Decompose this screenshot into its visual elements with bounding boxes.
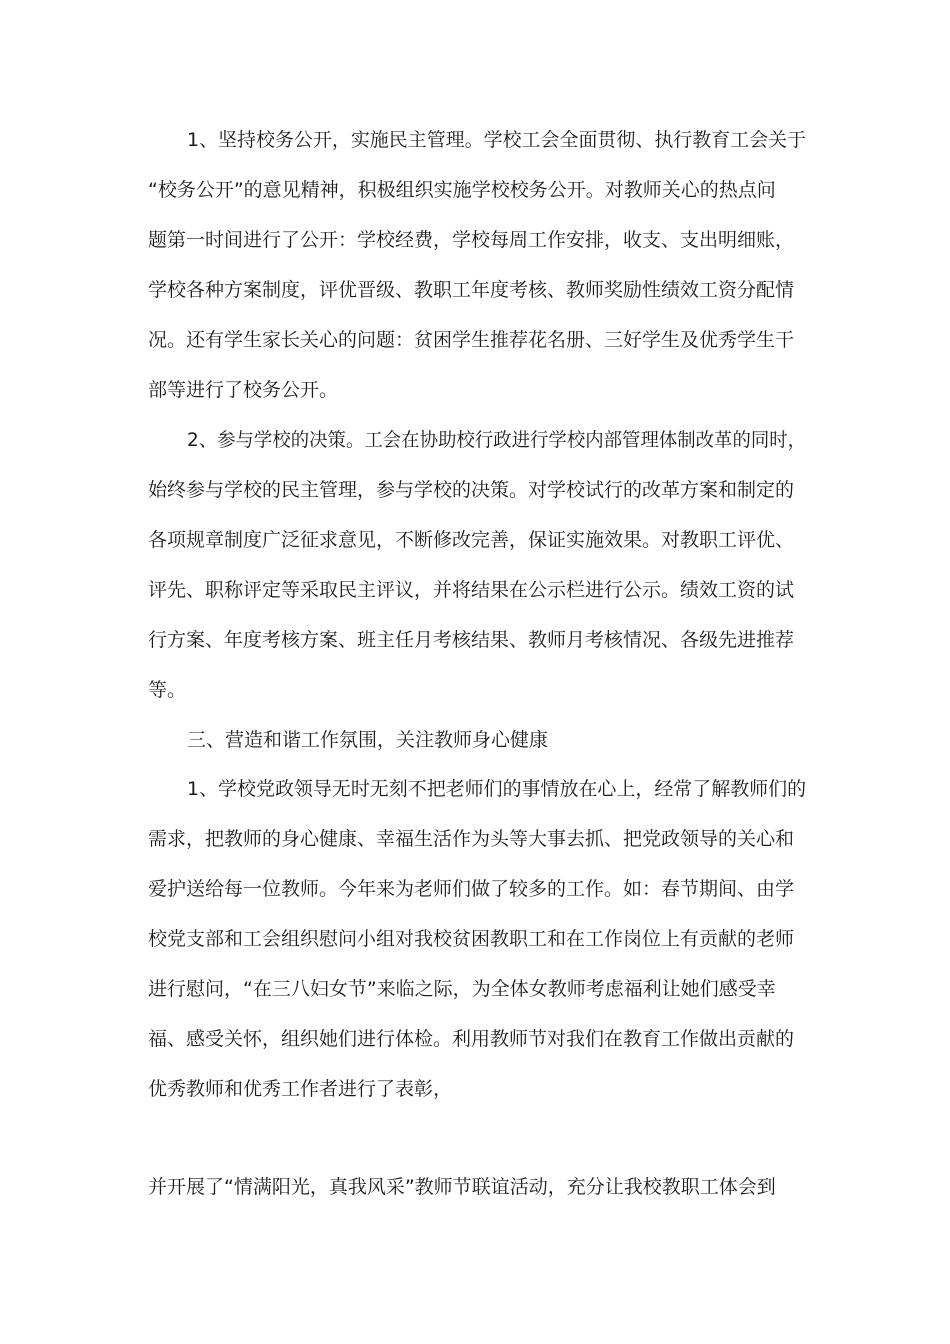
text-line: 况。还有学生家长关心的问题：贫困学生推荐花名册、三好学生及优秀学生干 [148, 329, 795, 351]
text-line: 需求，把教师的身心健康、幸福生活作为头等大事去抓、把党政领导的关心和 [148, 828, 795, 850]
text-line: 学校各种方案制度，评优晋级、教职工年度考核、教师奖励性绩效工资分配情 [148, 279, 795, 301]
text-line: 1、坚持校务公开，实施民主管理。学校工会全面贯彻、执行教育工会关于 [187, 129, 807, 151]
text-line: 校党支部和工会组织慰问小组对我校贫困教职工和在工作岗位上有贡献的老师 [148, 928, 795, 950]
text-line: 1、学校党政领导无时无刻不把老师们的事情放在心上，经常了解教师们的 [187, 778, 807, 800]
section-heading: 三、营造和谐工作氛围，关注教师身心健康 [187, 729, 549, 751]
text-line: 等。 [148, 679, 187, 701]
text-line: 进行慰问，“在三八妇女节”来临之际，为全体女教师考虑福利让她们感受幸 [148, 978, 776, 1000]
text-line: “校务公开”的意见精神，积极组织实施学校校务公开。对教师关心的热点问 [148, 179, 776, 201]
text-line: 福、感受关怀，组织她们进行体检。利用教师节对我们在教育工作做出贡献的 [148, 1028, 795, 1050]
text-line: 各项规章制度广泛征求意见，不断修改完善，保证实施效果。对教职工评优、 [148, 529, 795, 551]
text-line: 部等进行了校务公开。 [148, 379, 339, 401]
text-line: 始终参与学校的民主管理，参与学校的决策。对学校试行的改革方案和制定的 [148, 479, 795, 501]
text-line: 优秀教师和优秀工作者进行了表彰， [148, 1078, 453, 1100]
text-line: 2、参与学校的决策。工会在协助校行政进行学校内部管理体制改革的同时， [187, 429, 807, 451]
text-line: 爱护送给每一位教师。今年来为老师们做了较多的工作。如：春节期间、由学 [148, 878, 795, 900]
text-line: 题第一时间进行了公开：学校经费，学校每周工作安排，收支、支出明细账， [148, 229, 795, 251]
text-line: 行方案、年度考核方案、班主任月考核结果、教师月考核情况、各级先进推荐 [148, 629, 795, 651]
text-line: 并开展了“情满阳光，真我风采”教师节联谊活动，充分让我校教职工体会到 [148, 1176, 776, 1198]
text-line: 评先、职称评定等采取民主评议，并将结果在公示栏进行公示。绩效工资的试 [148, 579, 795, 601]
